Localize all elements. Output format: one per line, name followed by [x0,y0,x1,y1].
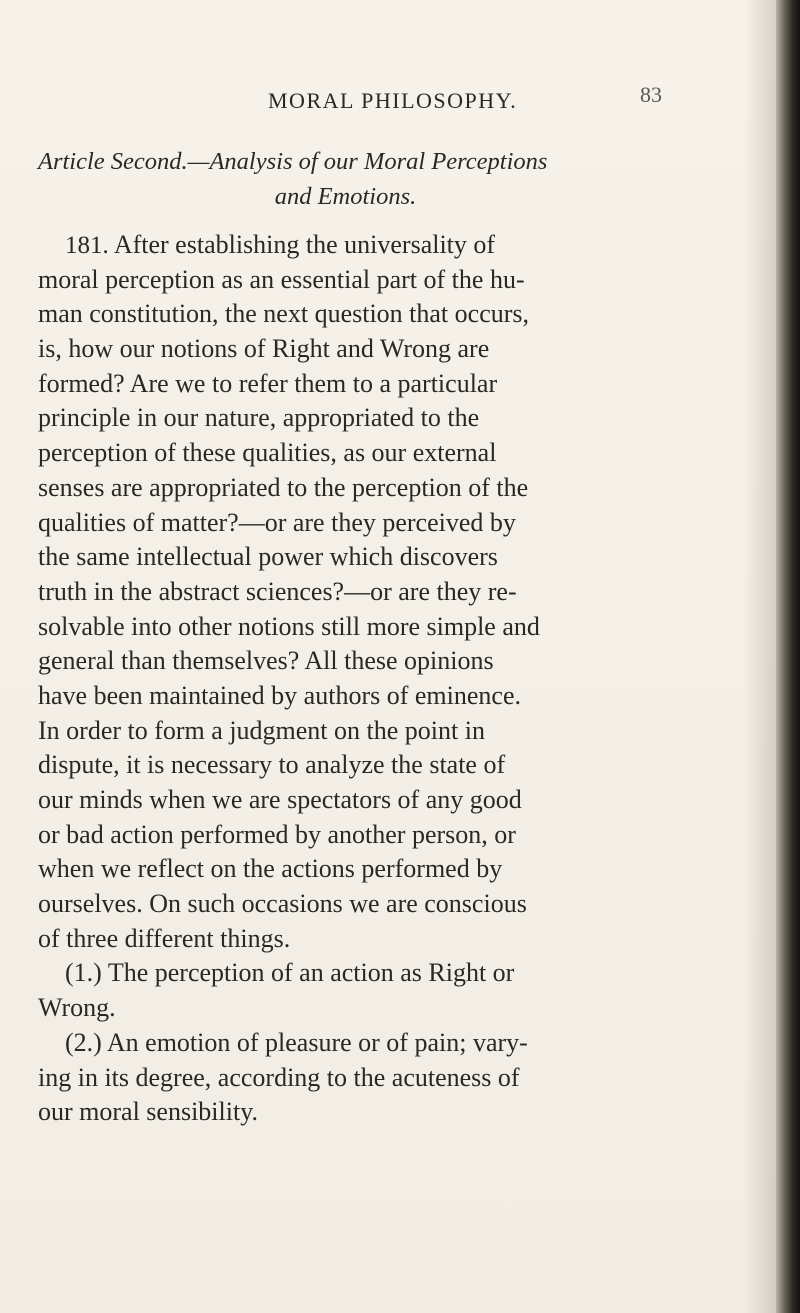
text-line: In order to form a judgment on the point in [38,715,485,745]
list-item-2-line-3: our moral sensibility. [38,1097,259,1127]
text-line: formed? Are we to refer them to a particular [38,368,498,398]
text-line: is, how our notions of Right and Wrong are [38,334,490,364]
text-line: our minds when we are spectators of any good [38,785,522,814]
text-line: man constitution, the next question that occurs, [38,299,530,329]
article-heading-line-2: and Emotions. [274,183,417,210]
list-item-1-line-2: Wrong. [38,993,116,1023]
paragraph-number: 181. [65,232,109,259]
text-line: general than themselves? All these opinions [38,646,494,676]
text-line: truth in the abstract sciences?—or are they re- [38,576,517,606]
list-item-1-line-1: (1.) The perception of an action as Right or [65,958,515,988]
text-line: senses are appropriated to the perception of the [38,472,529,502]
page-binding-edge [776,0,800,1313]
running-head [0,82,800,118]
text-line: principle in our nature, appropriated to the [38,403,480,433]
text-line: of three different things. [38,923,291,953]
article-heading [38,144,758,214]
list-item-2-line-2: ing in its degree, according to the acuteness of [38,1062,520,1092]
article-heading-line-1: Article Second.—Analysis of our Moral Perceptions [38,148,548,175]
text-line: have been maintained by authors of eminence. [38,680,521,710]
body-text [38,228,763,1130]
text-line: or bad action performed by another person, or [38,819,516,849]
text-line: when we reflect on the actions performed by [38,854,503,884]
text-line: qualities of matter?—or are they perceived by [38,507,516,537]
list-item-2-line-1: (2.) An emotion of pleasure or of pain; vary- [65,1027,528,1057]
text-line: moral perception as an essential part of the hu- [38,264,525,294]
page-number: 83 [640,82,662,107]
running-title: MORAL PHILOSOPHY. [268,88,518,113]
text-line: ourselves. On such occasions we are conscious [38,889,527,919]
text-line: After establishing the universality of [113,230,496,259]
text-line: dispute, it is necessary to analyze the state of [38,750,506,780]
text-line: solvable into other notions still more simple and [38,611,540,641]
paragraph-first-line [38,228,763,263]
text-line: perception of these qualities, as our external [38,438,497,468]
text-line: the same intellectual power which discovers [38,542,498,572]
